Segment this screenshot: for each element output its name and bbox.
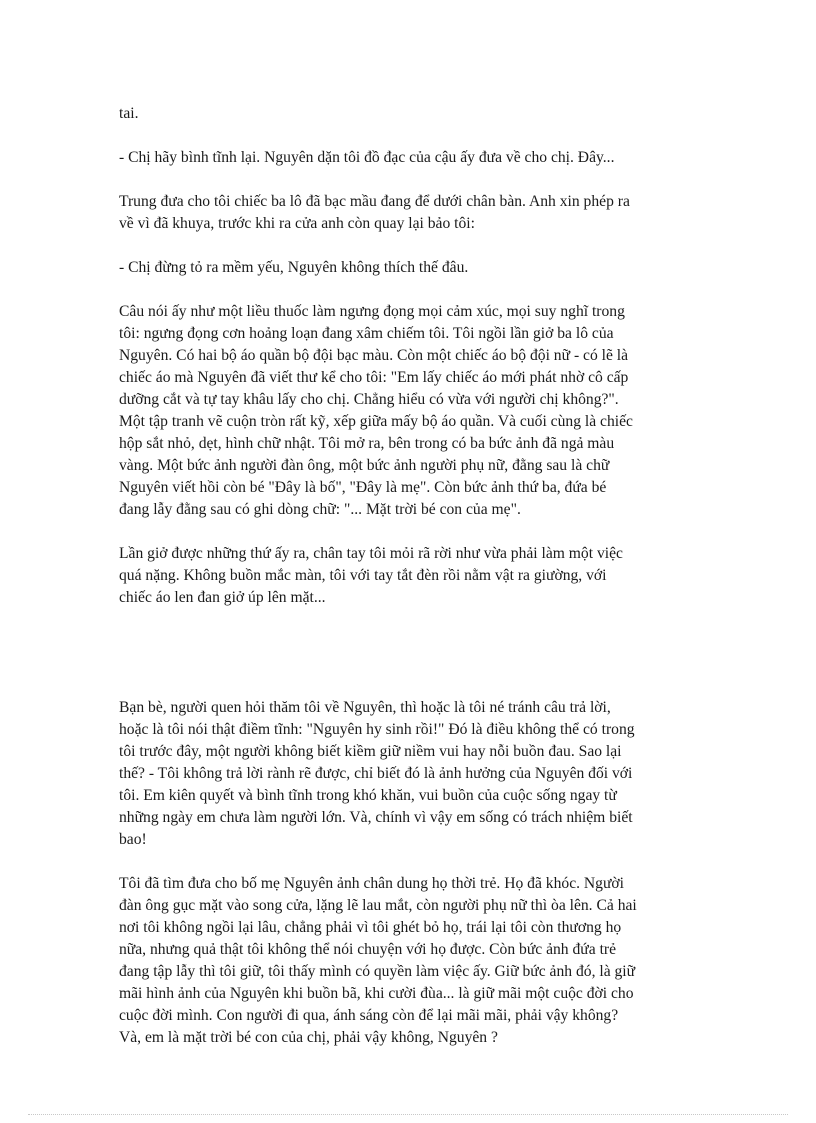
text-line: tôi. Em kiên quyết và bình tĩnh trong khó khăn, vui buồn của cuộc sống ngay từ bbox=[119, 787, 617, 804]
paragraph bbox=[119, 103, 719, 125]
text-line: Nguyên. Có hai bộ áo quần bộ đội bạc màu. Còn một chiếc áo bộ đội nữ - có lẽ là bbox=[119, 347, 629, 364]
text-line: đang lẫy đằng sau có ghi dòng chữ: "... Mặt trời bé con của mẹ". bbox=[119, 501, 521, 518]
text-line: hoặc là tôi nói thật điềm tĩnh: "Nguyên hy sinh rồi!" Đó là điều không thể có trong bbox=[119, 721, 635, 738]
text-line: nữa, nhưng quả thật tôi không thể nói chuyện với họ được. Còn bức ảnh đứa trẻ bbox=[119, 941, 617, 958]
text-line: - Chị đừng tỏ ra mềm yếu, Nguyên không thích thế đâu. bbox=[119, 259, 469, 276]
text-line: Trung đưa cho tôi chiếc ba lô đã bạc mầu đang để dưới chân bàn. Anh xin phép ra bbox=[119, 193, 630, 210]
text-line: cuộc đời mình. Con người đi qua, ánh sáng còn để lại mãi mãi, phải vậy không? bbox=[119, 1007, 619, 1024]
text-line: Nguyên viết hồi còn bé "Đây là bố", "Đây là mẹ". Còn bức ảnh thứ ba, đứa bé bbox=[119, 479, 607, 496]
text-line: Câu nói ấy như một liều thuốc làm ngưng đọng mọi cảm xúc, mọi suy nghĩ trong bbox=[119, 303, 625, 320]
text-line: tôi: ngưng đọng cơn hoảng loạn đang xâm chiếm tôi. Tôi ngồi lần giở ba lô của bbox=[119, 325, 614, 342]
paragraph bbox=[119, 257, 719, 279]
text-line: Tôi đã tìm đưa cho bố mẹ Nguyên ảnh chân dung họ thời trẻ. Họ đã khóc. Người bbox=[119, 875, 624, 892]
text-line: mãi hình ảnh của Nguyên khi buồn bã, khi cười đùa... là giữ mãi một cuộc đời cho bbox=[119, 985, 634, 1002]
document-body bbox=[119, 103, 719, 1071]
text-line: vàng. Một bức ảnh người đàn ông, một bức ảnh người phụ nữ, đằng sau là chữ bbox=[119, 457, 610, 474]
text-line: dưỡng cắt và tự tay khâu lấy cho chị. Chẳng hiểu có vừa với người chị không?". bbox=[119, 391, 619, 408]
text-line: về vì đã khuya, trước khi ra cửa anh còn quay lại bảo tôi: bbox=[119, 215, 475, 232]
text-line: những ngày em chưa làm người lớn. Và, chính vì vậy em sống có trách nhiệm biết bbox=[119, 809, 633, 826]
paragraph bbox=[119, 697, 719, 851]
text-line: Và, em là mặt trời bé con của chị, phải vậy không, Nguyên ? bbox=[119, 1029, 498, 1046]
text-line: tai. bbox=[119, 105, 139, 122]
page-footer-rule bbox=[28, 1114, 788, 1115]
text-line: - Chị hãy bình tĩnh lại. Nguyên dặn tôi đồ đạc của cậu ấy đưa về cho chị. Đây... bbox=[119, 149, 615, 166]
text-line: thế? - Tôi không trả lời rành rẽ được, chỉ biết đó là ảnh hưởng của Nguyên đối với bbox=[119, 765, 633, 782]
text-line: quá nặng. Không buồn mắc màn, tôi với tay tắt đèn rồi nằm vật ra giường, với bbox=[119, 567, 607, 584]
text-line: bao! bbox=[119, 831, 147, 848]
text-line: Một tập tranh vẽ cuộn tròn rất kỹ, xếp giữa mấy bộ áo quần. Và cuối cùng là chiếc bbox=[119, 413, 633, 430]
text-line: chiếc áo len đan giở úp lên mặt... bbox=[119, 589, 326, 606]
text-line: đàn ông gục mặt vào song cửa, lặng lẽ lau mắt, còn người phụ nữ thì òa lên. Cả hai bbox=[119, 897, 637, 914]
text-line: nơi tôi không ngồi lại lâu, chẳng phải vì tôi ghét bỏ họ, trái lại tôi còn thương họ bbox=[119, 919, 622, 936]
text-line: Lần giở được những thứ ấy ra, chân tay tôi mỏi rã rời như vừa phải làm một việc bbox=[119, 545, 623, 562]
paragraph bbox=[119, 191, 719, 235]
text-line: chiếc áo mà Nguyên đã viết thư kể cho tôi: "Em lấy chiếc áo mới phát nhờ cô cấp bbox=[119, 369, 629, 386]
text-line: Bạn bè, người quen hỏi thăm tôi về Nguyên, thì hoặc là tôi né tránh câu trả lời, bbox=[119, 699, 611, 716]
paragraph bbox=[119, 543, 719, 609]
paragraph bbox=[119, 301, 719, 521]
section-break bbox=[119, 631, 719, 697]
paragraph bbox=[119, 147, 719, 169]
text-line: tôi trước đây, một người không biết kiềm giữ niềm vui hay nỗi buồn đau. Sao lại bbox=[119, 743, 622, 760]
text-line: hộp sắt nhỏ, dẹt, hình chữ nhật. Tôi mở ra, bên trong có ba bức ảnh đã ngả màu bbox=[119, 435, 615, 452]
paragraph bbox=[119, 873, 719, 1049]
text-line: đang tập lẫy thì tôi giữ, tôi thấy mình có quyền làm việc ấy. Giữ bức ảnh đó, là giữ bbox=[119, 963, 636, 980]
